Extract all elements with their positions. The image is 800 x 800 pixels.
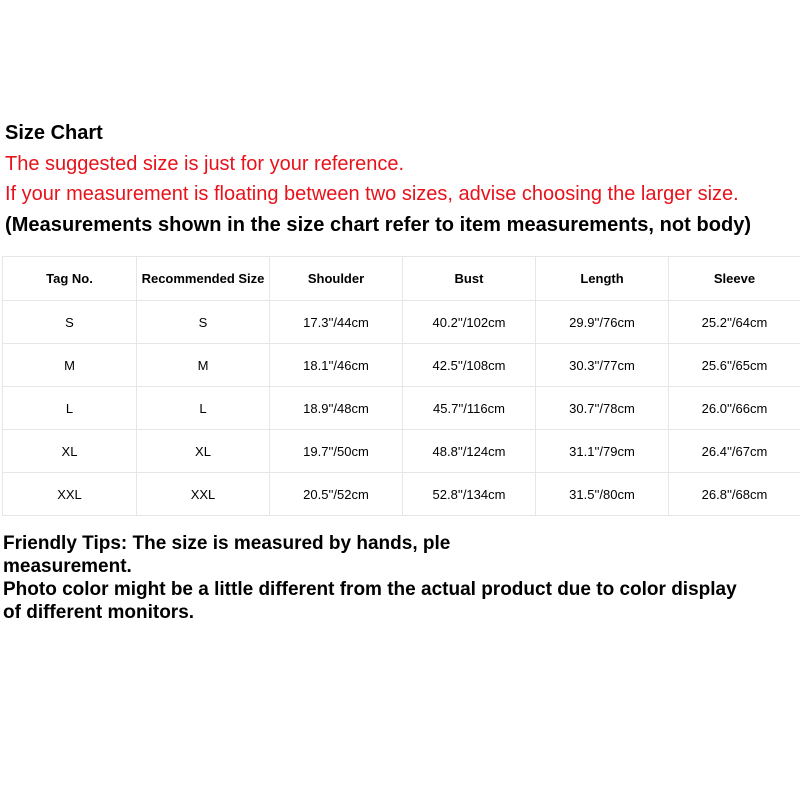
cell-recommended-size: M (137, 344, 270, 387)
cell-shoulder: 20.5''/52cm (270, 473, 403, 516)
photo-color-note: of different monitors. (3, 602, 195, 623)
table-row (3, 344, 800, 387)
cell-length: 29.9''/76cm (536, 301, 669, 344)
cell-tag-no: M (3, 344, 137, 387)
page-title: Size Chart (5, 122, 103, 144)
photo-color-note: Photo color might be a little different from the actual product due to color display (3, 579, 737, 600)
size-table (2, 256, 800, 516)
cell-sleeve: 26.4''/67cm (669, 430, 800, 473)
cell-bust: 45.7''/116cm (403, 387, 536, 430)
table-row (3, 430, 800, 473)
cell-sleeve: 25.6''/65cm (669, 344, 800, 387)
header-recommended-size: Recommended Size (137, 257, 270, 301)
cell-tag-no: S (3, 301, 137, 344)
header-sleeve: Sleeve (669, 257, 800, 301)
cell-shoulder: 18.1''/46cm (270, 344, 403, 387)
tip-line: Friendly Tips: The size is measured by hands, ple (3, 533, 451, 554)
cell-tag-no: XL (3, 430, 137, 473)
cell-length: 30.3''/77cm (536, 344, 669, 387)
header-length: Length (536, 257, 669, 301)
cell-bust: 52.8''/134cm (403, 473, 536, 516)
larger-size-advice: If your measurement is floating between two sizes, advise choosing the larger size. (5, 183, 739, 205)
cell-length: 31.5''/80cm (536, 473, 669, 516)
friendly-tips (3, 532, 800, 624)
size-chart-header (0, 118, 800, 240)
cell-bust: 42.5''/108cm (403, 344, 536, 387)
header-shoulder: Shoulder (270, 257, 403, 301)
header-bust: Bust (403, 257, 536, 301)
cell-length: 30.7''/78cm (536, 387, 669, 430)
measurement-note: (Measurements shown in the size chart refer to item measurements, not body) (5, 214, 752, 236)
cell-bust: 48.8''/124cm (403, 430, 536, 473)
cell-recommended-size: XL (137, 430, 270, 473)
tip-line: measurement. (3, 556, 132, 577)
cell-recommended-size: L (137, 387, 270, 430)
cell-length: 31.1''/79cm (536, 430, 669, 473)
cell-shoulder: 19.7''/50cm (270, 430, 403, 473)
cell-shoulder: 17.3''/44cm (270, 301, 403, 344)
cell-recommended-size: S (137, 301, 270, 344)
cell-sleeve: 26.0''/66cm (669, 387, 800, 430)
cell-bust: 40.2''/102cm (403, 301, 536, 344)
header-tag-no: Tag No. (3, 257, 137, 301)
cell-sleeve: 26.8''/68cm (669, 473, 800, 516)
cell-shoulder: 18.9''/48cm (270, 387, 403, 430)
table-header-row (3, 257, 800, 301)
cell-sleeve: 25.2''/64cm (669, 301, 800, 344)
reference-note: The suggested size is just for your reference. (5, 153, 405, 175)
cell-tag-no: L (3, 387, 137, 430)
table-row (3, 473, 800, 516)
table-row (3, 301, 800, 344)
cell-recommended-size: XXL (137, 473, 270, 516)
cell-tag-no: XXL (3, 473, 137, 516)
table-row (3, 387, 800, 430)
